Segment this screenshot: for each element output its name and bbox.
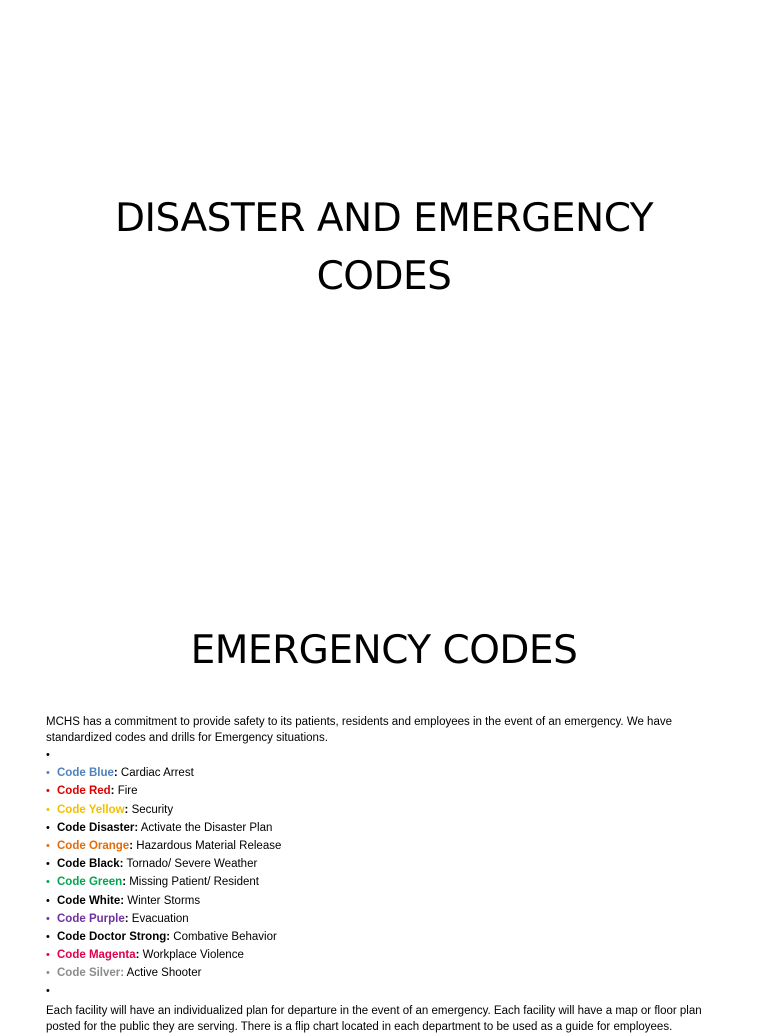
intro-paragraph: MCHS has a commitment to provide safety to its patients, residents and employees in the event of an emergency. We have standardized codes and drills for Emergency situations. <box>46 716 672 744</box>
bullet-icon: • <box>46 985 50 998</box>
code-name: Code Orange <box>57 839 130 852</box>
code-name: Code Purple <box>57 912 125 925</box>
code-separator: : <box>124 912 129 925</box>
code-name: Code Yellow <box>57 803 125 816</box>
code-item <box>46 910 726 928</box>
bullet-icon: • <box>46 949 50 962</box>
bullet-icon: • <box>46 839 50 852</box>
code-description: Winter Storms <box>124 894 201 907</box>
bullet-icon: • <box>46 785 50 798</box>
codes-list <box>46 746 726 1001</box>
bullet-icon: • <box>46 749 50 761</box>
code-name: Code Blue <box>57 767 114 780</box>
code-item <box>46 764 726 782</box>
code-name: Code Disaster: <box>57 821 139 834</box>
code-description: Activate the Disaster Plan <box>138 821 273 834</box>
code-description: Active Shooter <box>124 967 202 980</box>
outro-paragraph: Each facility will have an individualized plan for departure in the event of an emergency. Each facility will have a map or floor plan posted for the public they are serving. There is a flip chart located in each department to be used as a guide for employees. <box>46 1004 702 1033</box>
code-name: Code Doctor Strong: <box>57 930 171 943</box>
code-item <box>46 782 726 800</box>
bullet-icon: • <box>46 821 50 834</box>
code-description: Tornado/ Severe Weather <box>123 858 258 871</box>
code-item <box>46 946 726 964</box>
bullet-icon: • <box>46 912 50 925</box>
bullet-icon: • <box>46 767 50 780</box>
code-item <box>46 819 726 837</box>
code-separator: : <box>110 785 115 798</box>
code-item <box>46 964 726 982</box>
codes-content <box>46 714 726 1035</box>
code-item <box>46 873 726 891</box>
code-description: Security <box>128 803 174 816</box>
code-description: Hazardous Material Release <box>133 839 282 852</box>
code-name: Code Red <box>57 785 111 798</box>
code-description: Fire <box>114 785 138 798</box>
bullet-icon: • <box>46 967 50 980</box>
bullet-icon: • <box>46 858 50 871</box>
code-description: Workplace Violence <box>139 949 244 962</box>
code-description: Combative Behavior <box>170 930 277 943</box>
codes-slide <box>0 576 768 1033</box>
bullet-icon: • <box>46 930 50 943</box>
code-description: Missing Patient/ Resident <box>126 876 259 889</box>
slide-title-line-2: CODES <box>316 254 452 299</box>
code-name: Code Magenta <box>57 949 136 962</box>
code-name: Code Green <box>57 876 123 889</box>
codes-slide-title: EMERGENCY CODES <box>190 628 578 673</box>
code-item <box>46 746 726 764</box>
slide-title <box>0 190 768 306</box>
code-item <box>46 837 726 855</box>
code-item <box>46 801 726 819</box>
code-item <box>46 892 726 910</box>
code-separator: : <box>135 949 140 962</box>
code-separator: : <box>122 876 127 889</box>
code-separator: : <box>129 839 134 852</box>
code-description: Cardiac Arrest <box>117 767 194 780</box>
bullet-icon: • <box>46 803 50 816</box>
code-item <box>46 855 726 873</box>
code-separator: : <box>124 803 129 816</box>
bullet-icon: • <box>46 876 50 889</box>
code-separator: : <box>113 767 118 780</box>
code-name: Code Silver: <box>57 967 125 980</box>
bullet-icon: • <box>46 894 50 907</box>
code-item <box>46 928 726 946</box>
code-name: Code White: <box>57 894 125 907</box>
slide-title-line-1: DISASTER AND EMERGENCY <box>114 196 654 241</box>
code-description: Evacuation <box>128 912 189 925</box>
code-name: Code Black: <box>57 858 124 871</box>
code-item <box>46 982 726 1000</box>
